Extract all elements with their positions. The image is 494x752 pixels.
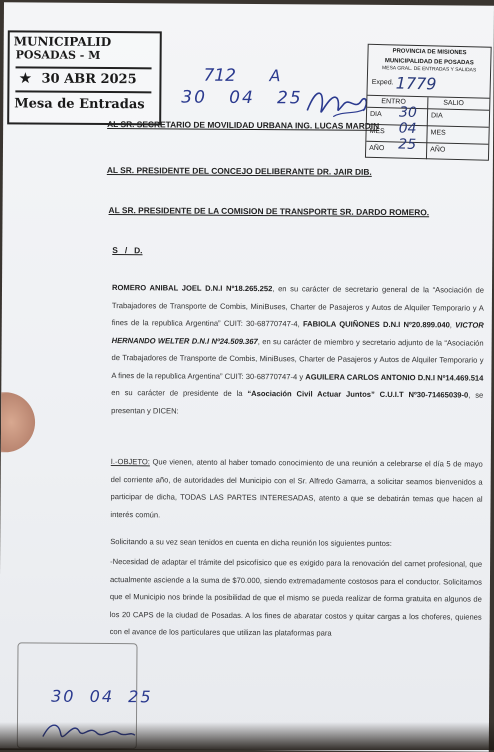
mes-value: 04	[398, 120, 417, 137]
finger-edge	[1, 392, 35, 452]
signature-scribble	[303, 80, 373, 124]
document-page	[0, 2, 494, 751]
anio-value: 25	[398, 136, 417, 153]
table-shadow	[0, 722, 494, 750]
stamp-mesa-general: MESA GRAL. DE ENTRADAS Y SALIDAS	[381, 65, 477, 74]
entrada-label: ENTRO	[381, 98, 406, 106]
stamp-date: 30 ABR 2025	[41, 71, 137, 88]
handwritten-number: 712	[203, 65, 237, 86]
anio-label-right: AÑO	[430, 146, 446, 154]
stamp-province: PROVINCIA DE MISIONES	[392, 48, 467, 57]
addressee-comision: AL SR. PRESIDENTE DE LA COMISION DE TRANSPORTE SR. DARDO ROMERO.	[108, 205, 430, 218]
mes-label-right: MES	[430, 129, 446, 137]
anio-label: AÑO	[369, 144, 385, 153]
salutation-sd: S / D.	[112, 245, 143, 256]
salida-label: SALIO	[443, 99, 465, 108]
assoc-actuar-juntos: “Asociación Civil Actuar Juntos” C.U.I.T Nº30-71465039-0	[247, 388, 469, 400]
name-welter: VICTOR HERNANDO WELTER D.N.I Nº24.509.367	[111, 320, 484, 346]
stamp-mesa-entradas: Mesa de Entradas	[14, 96, 145, 113]
objeto-label: I.-OBJETO:	[110, 457, 150, 467]
municipal-stamp	[7, 30, 162, 125]
name-romero: ROMERO ANIBAL JOEL D.N.I Nº18.265.252	[111, 283, 273, 294]
stamp-date-box	[15, 66, 151, 93]
punto-1-paragraph: -Necesidad de adaptar el trámite del psicofísico que es exigido para la renovación del carnet profesional, que actualmente asciende a la suma de $70.000, siendo extremadamente costosos para el conductor. Solicitamos que el Municipio nos brinde la posibilidad de que el mismo se pueda realizar de forma gratuita en algunos de los 20 CAPS de la ciudad de Posadas. A los fines de abaratar costos y quitar cargas a los choferes, quienes con el avance de los particulares que utilizan las plataformas para	[109, 557, 483, 638]
name-aguilera: AGUILERA CARLOS ANTONIO D.N.I Nº14.469.514	[305, 371, 484, 383]
solicitando-paragraph: Solicitando a su vez sean tenidos en cuenta en dicha reunión los siguientes puntos:	[110, 537, 392, 549]
exped-number: 1779	[395, 73, 437, 94]
handwritten-letter: A	[269, 66, 281, 86]
dia-label: DIA	[369, 110, 382, 119]
stamp-date-grid	[366, 95, 490, 161]
stamp-line-2: POSADAS - M	[15, 48, 101, 62]
mes-label-left: MES	[369, 127, 385, 136]
addressee-concejo: AL SR. PRESIDENTE DEL CONCEJO DELIBERANTE DR. JAIR DIB.	[106, 165, 372, 177]
handwritten-date: 30 04 25	[181, 87, 303, 109]
dia-label-right: DIA	[430, 112, 443, 120]
handwritten-bottom-date: 30 04 25	[51, 686, 153, 707]
star-icon: ★	[19, 71, 32, 87]
name-quinones: FABIOLA QUIÑONES D.N.I Nº20.899.040	[302, 319, 450, 330]
dia-value: 30	[398, 104, 418, 121]
stamp-line-1: MUNICIPALID	[13, 34, 112, 50]
intro-paragraph: ROMERO ANIBAL JOEL D.N.I Nº18.265.252, en su carácter de secretario general de la “Asociación de Trabajadores de Transporte de Combis, MiniBuses, Charter de Pasajeros y Autos de Alquiler Temporario y A fines de la republica Argentina” CUIT: 30-68770747-4, FABIOLA QUIÑONES D.N.I Nº20.899.040, VICTOR HERNANDO WELTER D.N.I Nº24.509.367, en su carácter de miembro y secretario adjunto de la “Asociación de Trabajadores de Transporte de Combis, MiniBuses, Charter de Pasajeros y Autos de Alquiler Temporario y A fines de la republica Argentina” CUIT: 30-68770747-4 y AGUILERA CARLOS ANTONIO D.N.I Nº14.469.514 en su carácter de presidente de la “Asociación Civil Actuar Juntos” C.U.I.T Nº30-71465039-0, se presentan y DICEN:	[111, 283, 485, 416]
stamp-municipality: MUNICIPALIDAD DE POSADAS	[384, 58, 474, 67]
exped-label: Exped.	[371, 78, 394, 87]
objeto-paragraph: I.-OBJETO: Que vienen, atento al haber tomado conocimiento de una reunión a celebrarse el día 5 de mayo del corriente año, de autoridades del Municipio con el Sr. Alfredo Gamarra, a solicitar seamos bienvenidos a participar de dicha, TODAS LAS PARTES INTERESADAS, atento a que se debatirán temas que hacen al interés común.	[110, 457, 483, 519]
provincia-stamp	[365, 44, 492, 161]
addressee-secretario: AL SR. SECRETARIO DE MOVILIDAD URBANA ING. LUCAS MARDIN	[107, 119, 380, 131]
